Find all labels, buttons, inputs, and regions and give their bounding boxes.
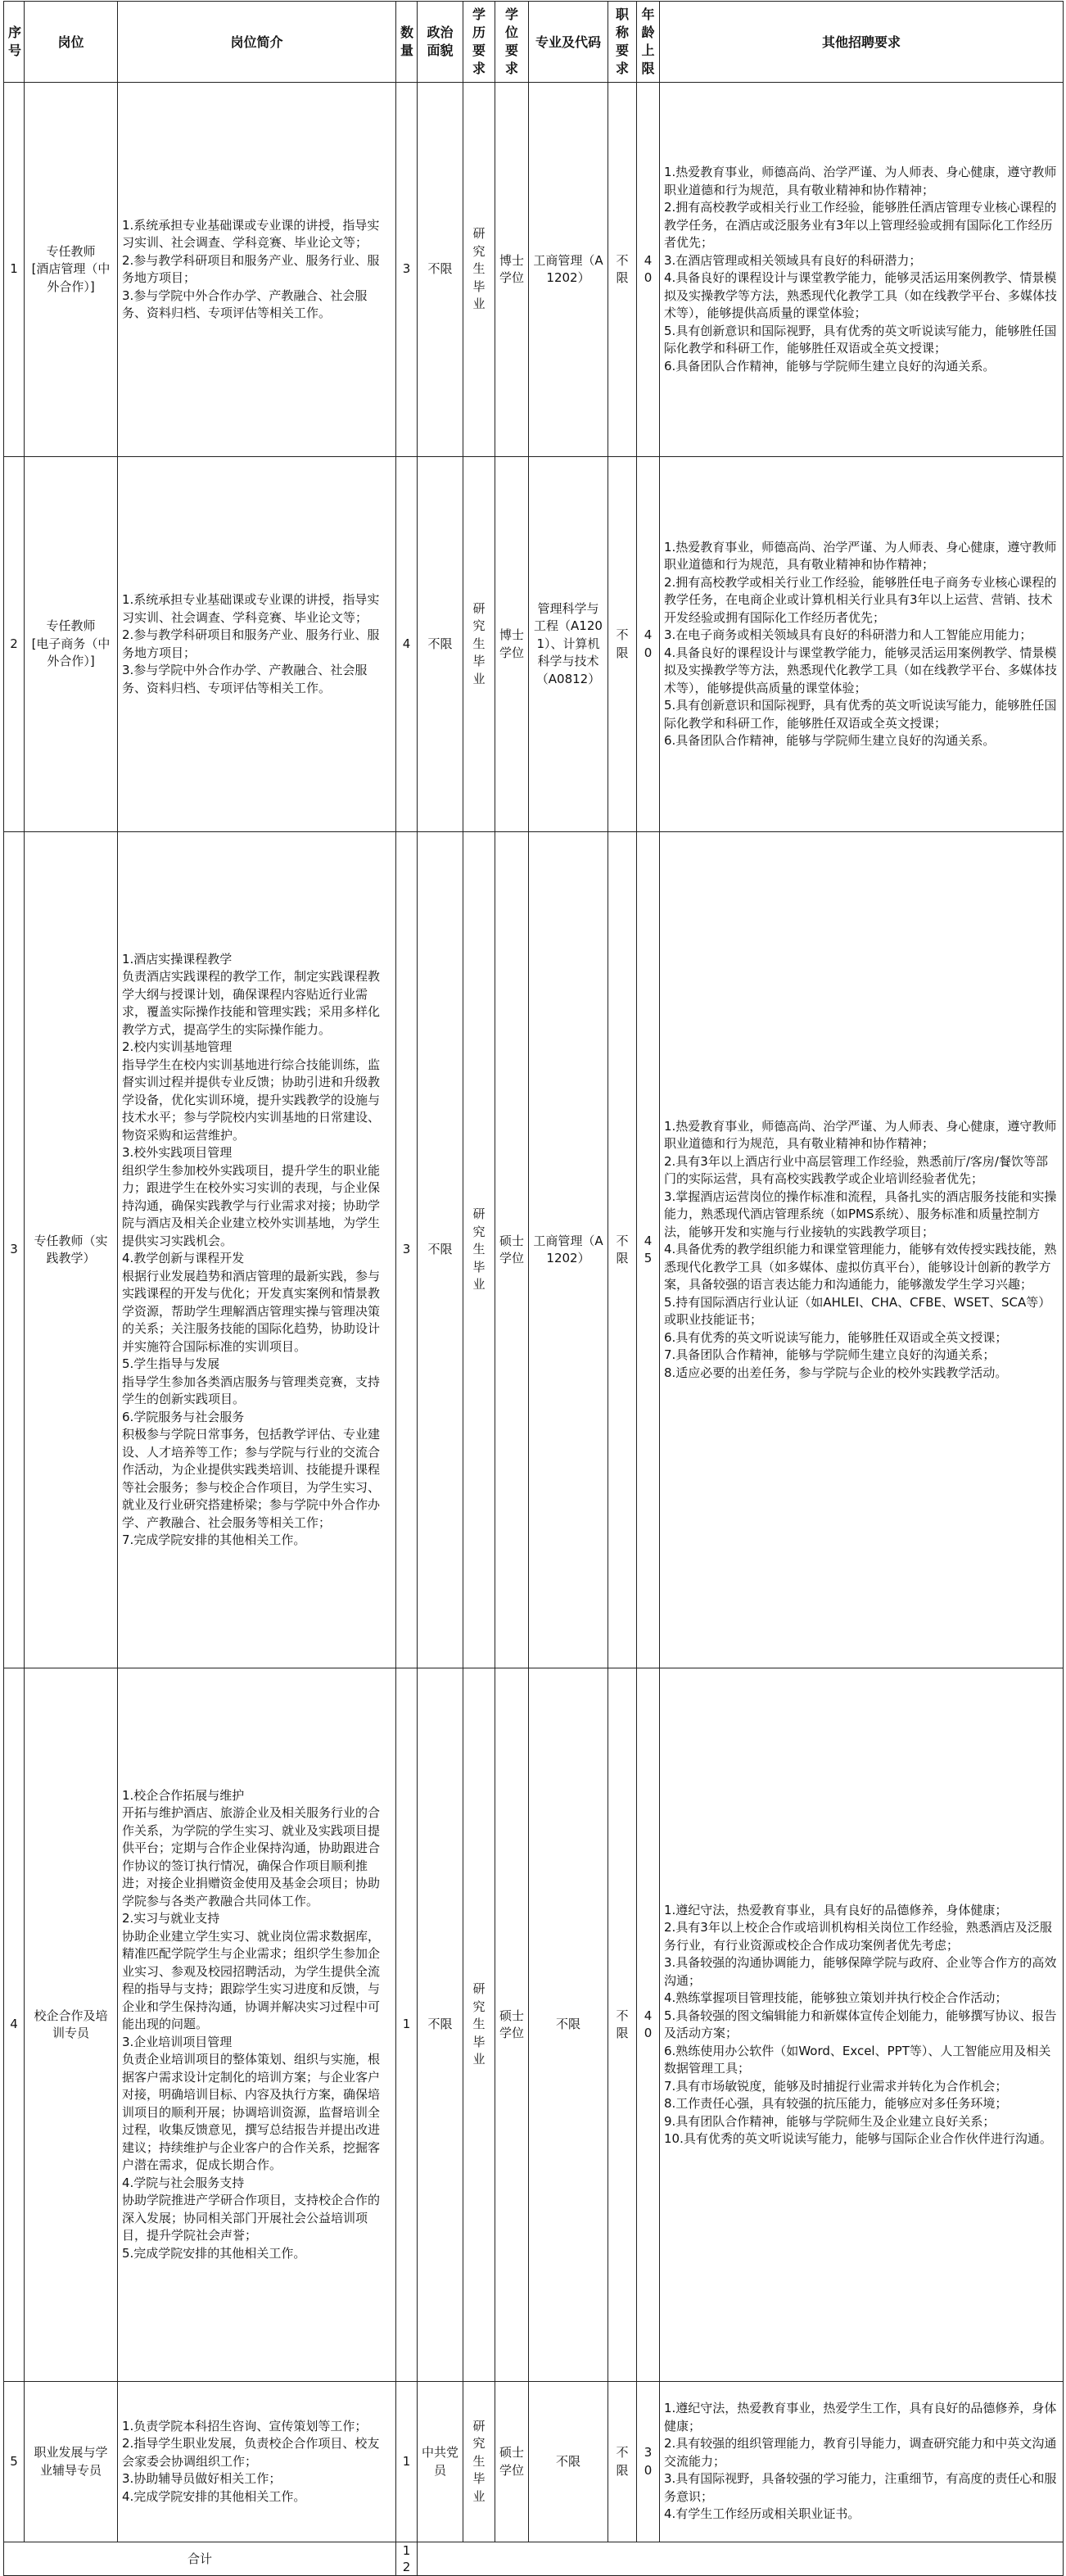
cell-position: 专任教师 [酒店管理（中外合作）] (25, 83, 118, 457)
header-other: 其他招聘要求 (660, 2, 1064, 83)
cell-title: 不限 (608, 457, 637, 832)
total-row (4, 2542, 1064, 2576)
cell-education: 研究生毕业 (463, 832, 495, 1668)
header-political: 政治面貌 (418, 2, 463, 83)
cell-position: 职业发展与学业辅导专员 (25, 2382, 118, 2542)
cell-seq: 1 (4, 83, 25, 457)
header-education: 学历要求 (463, 2, 495, 83)
cell-political: 不限 (418, 1668, 463, 2382)
cell-political: 不限 (418, 457, 463, 832)
cell-other: 1.热爱教育事业，师德高尚、治学严谨、为人师表、身心健康，遵守教师职业道德和行为规范，具有敬业精神和协作精神； 2.拥有高校教学或相关行业工作经验，能够胜任酒店管理专业核心课程的教学任务，在酒店或泛服务业有3年以上管理经验或拥有国际化工作经历者优先； 3.在酒店管理或相关领域具有良好的科研潜力； 4.具备良好的课程设计与课堂教学能力，能够灵活运用案例教学、情景模拟及实操教学等方法，熟悉现代化教学工具（如在线教学平台、多媒体技术等），能够提供高质量的课堂体验； 5.具有创新意识和国际视野，具有优秀的英文听说读写能力，能够胜任国际化教学和科研工作，能够胜任双语或全英文授课； 6.具备团队合作精神，能够与学院师生建立良好的沟通关系。 (660, 83, 1064, 457)
cell-degree: 博士学位 (495, 457, 529, 832)
cell-education: 研究生毕业 (463, 1668, 495, 2382)
cell-title: 不限 (608, 832, 637, 1668)
table-row (4, 457, 1064, 832)
cell-political: 不限 (418, 83, 463, 457)
cell-major: 不限 (529, 2382, 608, 2542)
header-count: 数量 (396, 2, 418, 83)
cell-political: 不限 (418, 832, 463, 1668)
cell-intro: 1.系统承担专业基础课或专业课的讲授，指导实习实训、社会调查、学科竞赛、毕业论文等； 2.参与教学科研项目和服务产业、服务行业、服务地方项目； 3.参与学院中外合作办学、产教融合、社会服务、资料归档、专项评估等相关工作。 (118, 457, 396, 832)
header-intro: 岗位简介 (118, 2, 396, 83)
cell-count: 3 (396, 83, 418, 457)
cell-count: 3 (396, 832, 418, 1668)
cell-age: 40 (637, 1668, 660, 2382)
cell-count: 1 (396, 1668, 418, 2382)
cell-degree: 硕士学位 (495, 1668, 529, 2382)
cell-position: 校企合作及培训专员 (25, 1668, 118, 2382)
total-count: 12 (396, 2542, 418, 2576)
cell-other: 1.遵纪守法，热爱教育事业，热爱学生工作，具有良好的品德修养，身体健康； 2.具有较强的组织管理能力，教育引导能力，调查研究能力和中英文沟通交流能力； 3.具有国际视野，具备较强的学习能力，注重细节，有高度的责任心和服务意识； 4.有学生工作经历或相关职业证书。 (660, 2382, 1064, 2542)
header-row (4, 2, 1064, 83)
table-row (4, 2382, 1064, 2542)
cell-education: 研究生毕业 (463, 83, 495, 457)
total-empty (418, 2542, 1064, 2576)
cell-education: 研究生毕业 (463, 457, 495, 832)
header-major: 专业及代码 (529, 2, 608, 83)
cell-seq: 4 (4, 1668, 25, 2382)
cell-age: 45 (637, 832, 660, 1668)
cell-degree: 博士学位 (495, 83, 529, 457)
cell-intro: 1.负责学院本科招生咨询、宣传策划等工作； 2.指导学生职业发展，负责校企合作项目、校友会家委会协调组织工作； 3.协助辅导员做好相关工作； 4.完成学院安排的其他相关工作。 (118, 2382, 396, 2542)
cell-other: 1.热爱教育事业，师德高尚、治学严谨、为人师表、身心健康，遵守教师职业道德和行为规范，具有敬业精神和协作精神； 2.具有3年以上酒店行业中高层管理工作经验，熟悉前厅/客房/餐饮等部门的实际运营，具有高校实践教学或企业培训经验者优先； 3.掌握酒店运营岗位的操作标准和流程，具备扎实的酒店服务技能和实操能力，熟悉现代酒店管理系统（如PMS系统）、服务标准和质量控制方法，能够开发和实施与行业接轨的实践教学项目； 4.具备优秀的教学组织能力和课堂管理能力，能够有效传授实践技能，熟悉现代化教学工具（如多媒体、虚拟仿真平台），能够设计创新的教学方案，具备较强的语言表达能力和沟通能力，能够激发学生学习兴趣； 5.持有国际酒店行业认证（如AHLEI、CHA、CFBE、WSET、SCA等）或职业技能证书； 6.具有优秀的英文听说读写能力，能够胜任双语或全英文授课； 7.具备团队合作精神，能够与学院师生建立良好的沟通关系； 8.适应必要的出差任务，参与学院与企业的校外实践教学活动。 (660, 832, 1064, 1668)
cell-age: 40 (637, 457, 660, 832)
recruitment-table (3, 1, 1064, 2576)
header-title: 职称要求 (608, 2, 637, 83)
cell-major: 不限 (529, 1668, 608, 2382)
header-age: 年龄上限 (637, 2, 660, 83)
cell-position: 专任教师（实践教学） (25, 832, 118, 1668)
cell-seq: 5 (4, 2382, 25, 2542)
cell-degree: 硕士学位 (495, 2382, 529, 2542)
cell-count: 1 (396, 2382, 418, 2542)
table-row (4, 83, 1064, 457)
cell-intro: 1.系统承担专业基础课或专业课的讲授，指导实习实训、社会调查、学科竞赛、毕业论文等； 2.参与教学科研项目和服务产业、服务行业、服务地方项目； 3.参与学院中外合作办学、产教融合、社会服务、资料归档、专项评估等相关工作。 (118, 83, 396, 457)
cell-major: 管理科学与工程（A1201）、计算机科学与技术（A0812） (529, 457, 608, 832)
cell-other: 1.热爱教育事业，师德高尚、治学严谨、为人师表、身心健康，遵守教师职业道德和行为规范，具有敬业精神和协作精神； 2.拥有高校教学或相关行业工作经验，能够胜任电子商务专业核心课程的教学任务，在电商企业或计算机相关行业具有3年以上运营、营销、技术开发经验或拥有国际化工作经历者优先； 3.在电子商务或相关领域具有良好的科研潜力和人工智能应用能力； 4.具备良好的课程设计与课堂教学能力，能够灵活运用案例教学、情景模拟及实操教学等方法，熟悉现代化教学工具（如在线教学平台、多媒体技术等），能够提供高质量的课堂体验； 5.具有创新意识和国际视野，具有优秀的英文听说读写能力，能够胜任国际化教学和科研工作，能够胜任双语或全英文授课； 6.具备团队合作精神，能够与学院师生建立良好的沟通关系。 (660, 457, 1064, 832)
header-position: 岗位 (25, 2, 118, 83)
cell-title: 不限 (608, 1668, 637, 2382)
cell-education: 研究生毕业 (463, 2382, 495, 2542)
cell-seq: 2 (4, 457, 25, 832)
cell-intro: 1.酒店实操课程教学 负责酒店实践课程的教学工作，制定实践课程教学大纲与授课计划，确保课程内容贴近行业需求，覆盖实际操作技能和管理实践；采用多样化教学方式，提高学生的实际操作能力。 2.校内实训基地管理 指导学生在校内实训基地进行综合技能训练，监督实训过程并提供专业反馈；协助引进和升级教学设备，优化实训环境，提升实践教学的设施与技术水平；参与学院校内实训基地的日常建设、物资采购和运营维护。 3.校外实践项目管理 组织学生参加校外实践项目，提升学生的职业能力；跟进学生在校外实习实训的表现，与企业保持沟通，确保实践教学与行业需求对接；协助学院与酒店及相关企业建立校外实训基地，为学生提供实习实践机会。 4.教学创新与课程开发 根据行业发展趋势和酒店管理的最新实践，参与实践课程的开发与优化；开发真实案例和情景教学资源，帮助学生理解酒店管理实操与管理决策的关系；关注服务技能的国际化趋势，协助设计并实施符合国际标准的实训项目。 5.学生指导与发展 指导学生参加各类酒店服务与管理类竞赛，支持学生的创新实践项目。 6.学院服务与社会服务 积极参与学院日常事务，包括教学评估、专业建设、人才培养等工作；参与学院与行业的交流合作活动，为企业提供实践类培训、技能提升课程等社会服务；参与校企合作项目，为学生实习、就业及行业研究搭建桥梁；参与学院中外合作办学、产教融合、社会服务等相关工作； 7.完成学院安排的其他相关工作。 (118, 832, 396, 1668)
cell-political: 中共党员 (418, 2382, 463, 2542)
cell-other: 1.遵纪守法，热爱教育事业，具有良好的品德修养，身体健康； 2.具有3年以上校企合作或培训机构相关岗位工作经验，熟悉酒店及泛服务行业，有行业资源或校企合作成功案例者优先考虑； 3.具备较强的沟通协调能力，能够保障学院与政府、企业等合作方的高效沟通； 4.熟练掌握项目管理技能，能够独立策划并执行校企合作活动； 5.具备较强的图文编辑能力和新媒体宣传企划能力，能够撰写协议、报告及活动方案； 6.熟练使用办公软件（如Word、Excel、PPT等）、人工智能应用及相关数据管理工具； 7.具有市场敏锐度，能够及时捕捉行业需求并转化为合作机会； 8.工作责任心强，具有较强的抗压能力，能够应对多任务环境； 9.具有团队合作精神，能够与学院师生及企业建立良好关系； 10.具有优秀的英文听说读写能力，能够与国际企业合作伙伴进行沟通。 (660, 1668, 1064, 2382)
total-label: 合计 (4, 2542, 396, 2576)
cell-seq: 3 (4, 832, 25, 1668)
cell-position: 专任教师 [电子商务（中外合作）] (25, 457, 118, 832)
cell-major: 工商管理（A1202） (529, 832, 608, 1668)
cell-title: 不限 (608, 2382, 637, 2542)
cell-age: 30 (637, 2382, 660, 2542)
header-degree: 学位要求 (495, 2, 529, 83)
cell-intro: 1.校企合作拓展与维护 开拓与维护酒店、旅游企业及相关服务行业的合作关系，为学院的学生实习、就业及实践项目提供平台；定期与合作企业保持沟通，协助跟进合作协议的签订执行情况，确保合作项目顺利推进；对接企业捐赠资金使用及基金会项目；协助学院参与各类产教融合共同体工作。 2.实习与就业支持 协助企业建立学生实习、就业岗位需求数据库，精准匹配学院学生与企业需求；组织学生参加企业实习、参观及校园招聘活动，为学生提供全流程的指导与支持；跟踪学生实习进度和反馈，与企业和学生保持沟通，协调并解决实习过程中可能出现的问题。 3.企业培训项目管理 负责企业培训项目的整体策划、组织与实施，根据客户需求设计定制化的培训方案；与企业客户对接，明确培训目标、内容及执行方案，确保培训项目的顺利开展；协调培训资源，监督培训全过程，收集反馈意见，撰写总结报告并提出改进建议；持续维护与企业客户的合作关系，挖掘客户潜在需求，促成长期合作。 4.学院与社会服务支持 协助学院推进产学研合作项目，支持校企合作的深入发展；协同相关部门开展社会公益培训项目，提升学院社会声誉； 5.完成学院安排的其他相关工作。 (118, 1668, 396, 2382)
cell-age: 40 (637, 83, 660, 457)
cell-degree: 硕士学位 (495, 832, 529, 1668)
cell-title: 不限 (608, 83, 637, 457)
table-row (4, 832, 1064, 1668)
header-seq: 序号 (4, 2, 25, 83)
cell-count: 4 (396, 457, 418, 832)
cell-major: 工商管理（A1202） (529, 83, 608, 457)
table-row (4, 1668, 1064, 2382)
